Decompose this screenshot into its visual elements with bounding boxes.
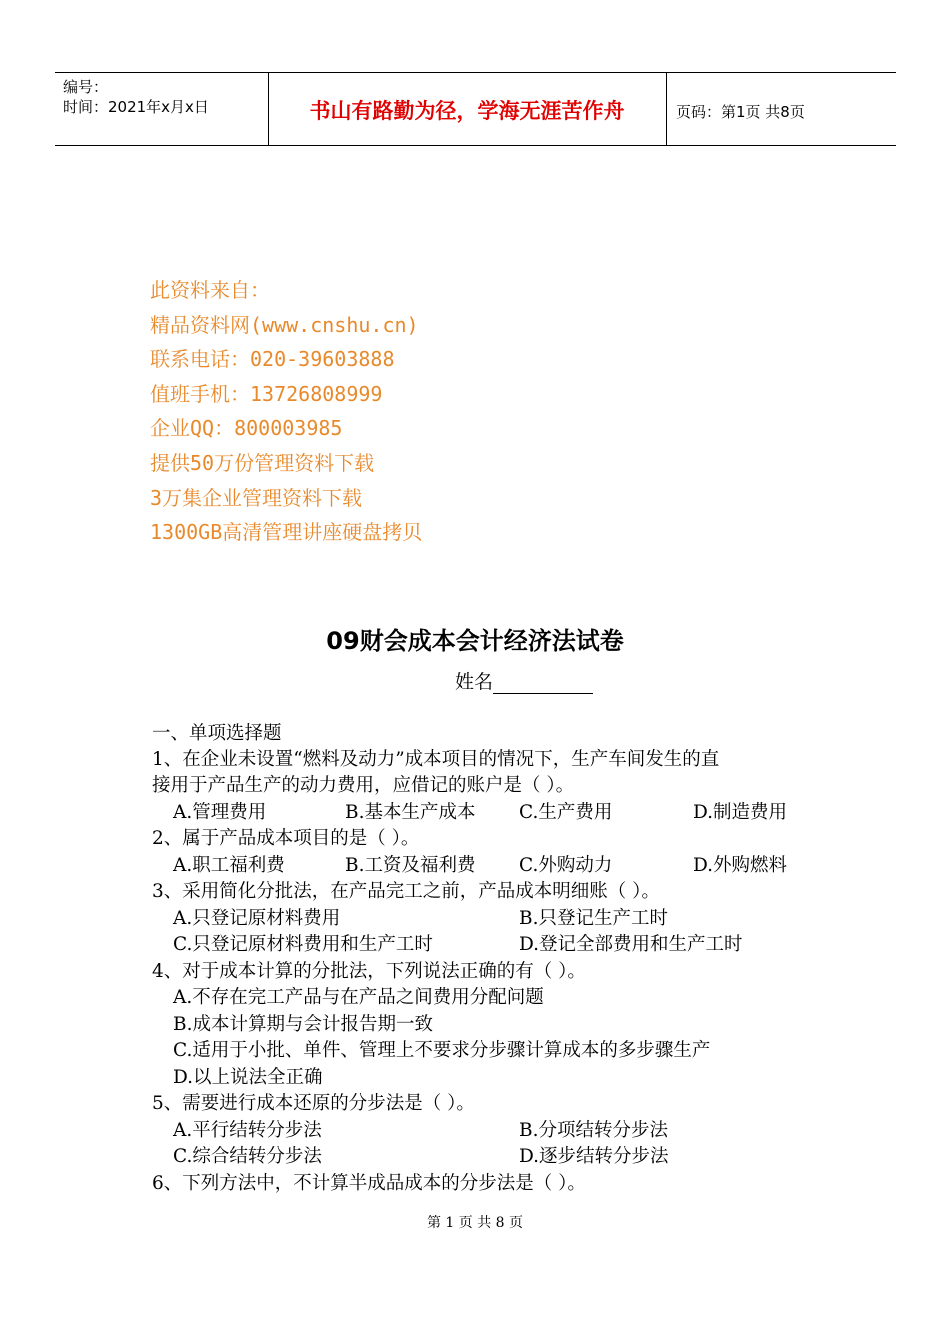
ad-line: 联系电话：020-39603888 [150,347,395,372]
q4-option-c: C.适用于小批、单件、管理上不要求分步骤计算成本的多步骤生产 [173,1040,711,1061]
q4-option-a: A.不存在完工产品与在产品之间费用分配问题 [173,987,544,1008]
serial-label: 编号： [63,78,109,96]
ad-block [150,273,422,550]
question-3: 3、采用简化分批法，在产品完工之前，产品成本明细账（ ）。 [152,881,660,902]
name-label: 姓名 [455,671,494,693]
q3-option-c: C.只登记原材料费用和生产工时 [173,934,433,955]
q1-option-d: D.制造费用 [693,802,788,823]
question-2: 2、属于产品成本项目的是（ ）。 [152,828,420,849]
name-field [455,667,593,694]
exam-title: 09财会成本会计经济法试卷 [326,627,624,655]
ad-line: 精品资料网(www.cnshu.cn) [150,312,419,337]
time-label: 时间：2021年x月x日 [63,98,209,116]
ad-line: 1300GB高清管理讲座硬盘拷贝 [150,520,423,545]
ad-line: 企业QQ：800003985 [150,416,343,441]
question-1-line-1: 1、在企业未设置“燃料及动力”成本项目的情况下，生产车间发生的直 [152,749,720,770]
q5-option-a: A.平行结转分步法 [173,1120,322,1141]
q1-option-b: B.基本生产成本 [345,802,476,823]
q3-option-d: D.登记全部费用和生产工时 [519,934,743,955]
q3-option-a: A.只登记原材料费用 [173,908,341,929]
q1-option-c: C.生产费用 [519,802,613,823]
ad-line: 此资料来自： [150,278,270,302]
header-motto: 书山有路勤为径，学海无涯苦作舟 [309,99,625,123]
q5-option-b: B.分项结转分步法 [519,1120,668,1141]
ad-line: 3万集企业管理资料下载 [150,485,363,510]
header-meta [63,77,209,117]
q5-option-c: C.综合结转分步法 [173,1146,322,1167]
section-heading: 一、单项选择题 [152,723,282,744]
q2-option-d: D.外购燃料 [693,855,788,876]
q5-option-d: D.逐步结转分步法 [519,1146,669,1167]
q3-option-b: B.只登记生产工时 [519,908,668,929]
header-page-info: 页码：第1页 共8页 [676,103,805,121]
name-blank [493,673,593,694]
q2-option-a: A.职工福利费 [173,855,285,876]
question-1-line-2: 接用于产品生产的动力费用，应借记的账户是（ ）。 [152,775,575,796]
q4-option-d: D.以上说法全正确 [173,1067,323,1088]
question-5: 5、需要进行成本还原的分步法是（ ）。 [152,1093,475,1114]
question-6: 6、下列方法中，不计算半成品成本的分步法是（ ）。 [152,1173,586,1194]
ad-line: 提供50万份管理资料下载 [150,450,375,475]
q2-option-b: B.工资及福利费 [345,855,476,876]
question-4: 4、对于成本计算的分批法，下列说法正确的有（ ）。 [152,961,586,982]
page-footer: 第 1 页 共 8 页 [426,1215,524,1231]
q2-option-c: C.外购动力 [519,855,613,876]
header-divider [666,73,667,145]
ad-line: 值班手机：13726808999 [150,381,383,406]
q1-option-a: A.管理费用 [173,802,267,823]
page-header [55,72,896,146]
q4-option-b: B.成本计算期与会计报告期一致 [173,1014,433,1035]
